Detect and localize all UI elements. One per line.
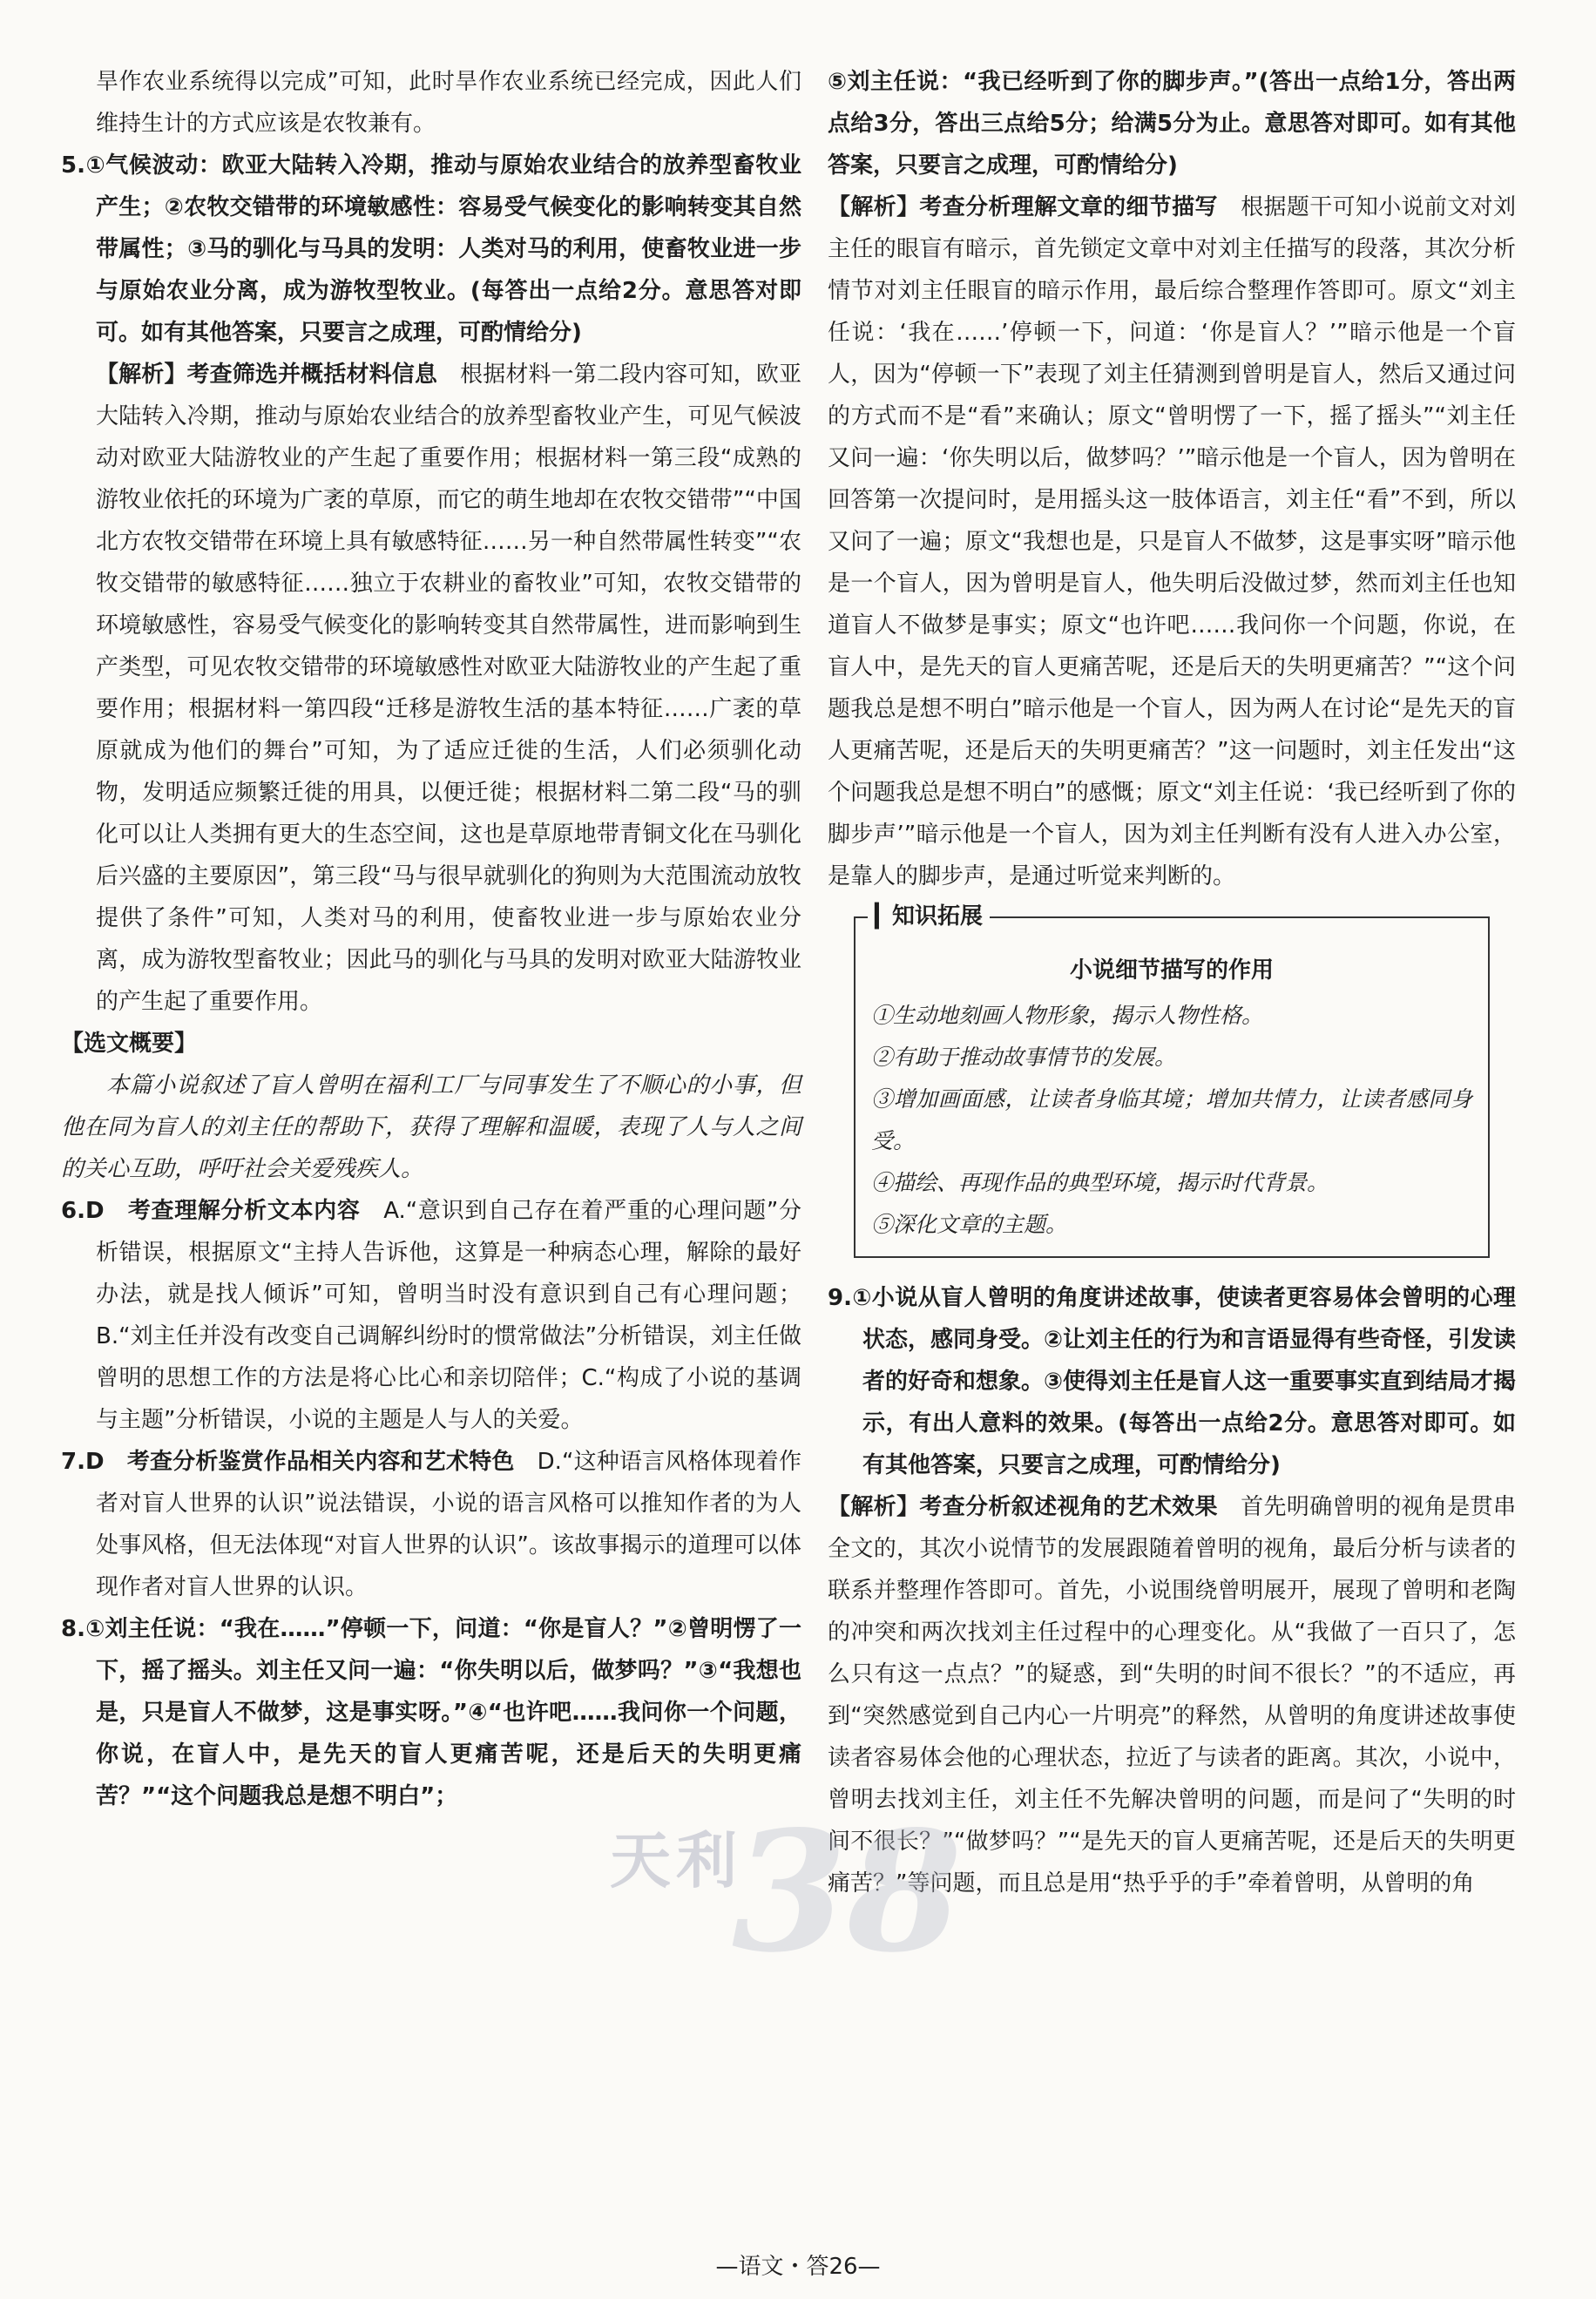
watermark-number: 38: [732, 1795, 963, 1989]
analysis-text: 首先明确曾明的视角是贯串全文的，其次小说情节的发展跟随着曾明的视角，最后分析与读者的联系并整理作答即可。首先，小说围绕曾明展开，展现了曾明和老陶的冲突和两次找刘主任过程中的心理变化。从“我做了一百只了，怎么只有这一点点？”的疑惑，到“失明的时间不很长？”的不适应，再到“突然感觉到自己内心一片明亮”的释然，从曾明的角度讲述故事使读者容易体会他的心理状态，拉近了与读者的距离。其次，小说中，曾明去找刘主任，刘主任不先解决曾明的问题，而是问了“失明的时间不很长？”“做梦吗？”“是先天的盲人更痛苦呢，还是后天的失明更痛苦？”等问题，而且总是用“热乎乎的手”牵着曾明，从曾明的角: [828, 1494, 1516, 1897]
answer-q6: [61, 1190, 801, 1441]
answer-q7: [61, 1441, 801, 1608]
page-footer: —语文・答26—: [715, 2254, 881, 2280]
answer-q8-continued: ⑤刘主任说：“我已经听到了你的脚步声。”(答出一点给1分，答出两点给3分，答出三点给5分；给满5分为止。意思答对即可。如有其他答案，只要言之成理，可酌情给分): [828, 69, 1516, 179]
knowledge-box-tag: ▎知识拓展: [868, 901, 990, 932]
knowledge-item: ③增加画面感，让读者身临其境；增加共情力，让读者感同身受。: [871, 1086, 1472, 1153]
knowledge-item: ④描绘、再现作品的典型环境，揭示时代背景。: [871, 1170, 1329, 1195]
analysis-text: 根据题干可知小说前文对刘主任的眼盲有暗示，首先锁定文章中对刘主任描写的段落，其次分析情节对刘主任眼盲的暗示作用，最后综合整理作答即可。原文“刘主任说：‘我在……’停顿一下，问道：‘你是盲人？’”暗示他是一个盲人，因为“停顿一下”表现了刘主任猜测到曾明是盲人，然后又通过问的方式而不是“看”来确认；原文“曾明愣了一下，摇了摇头”“刘主任又问一遍：‘你失明以后，做梦吗？’”暗示他是一个盲人，因为曾明在回答第一次提问时，是用摇头这一肢体语言，刘主任“看”不到，所以又问了一遍；原文“我想也是，只是盲人不做梦，这是事实呀”暗示他是一个盲人，因为曾明是盲人，他失明后没做过梦，然而刘主任也知道盲人不做梦是事实；原文“也许吧……我问你一个问题，你说，在盲人中，是先天的盲人更痛苦呢，还是后天的失明更痛苦？”“这个问题我总是想不明白”暗示他是一个盲人，因为两人在讨论“是先天的盲人更痛苦呢，还是后天的失明更痛苦？”这一问题时，刘主任发出“这个问题我总是想不明白”的感慨；原文“刘主任说：‘我已经听到了你的脚步声’”暗示他是一个盲人，因为刘主任判断有没有人进入办公室，是靠人的脚步声，是通过听觉来判断的。: [828, 194, 1516, 889]
answer-q5: 5.①气候波动：欧亚大陆转入冷期，推动与原始农业结合的放养型畜牧业产生；②农牧交错带的环境敏感性：容易受气候变化的影响转变其自然带属性；③马的驯化与马具的发明：人类对马的利用，使畜牧业进一步与原始农业分离，成为游牧型牧业。(每答出一点给2分。意思答对即可。如有其他答案，只要言之成理，可酌情给分): [61, 152, 801, 346]
summary-heading: 【选文概要】: [61, 1031, 198, 1057]
answer-q8: 8.①刘主任说：“我在……”停顿一下，问道：“你是盲人？”②曾明愣了一下，摇了摇头。刘主任又问一遍：“你失明以后，做梦吗？”③“我想也是，只是盲人不做梦，这是事实呀。”④“也许吧……我问你一个问题，你说，在盲人中，是先天的盲人更痛苦呢，还是后天的失明更痛苦？”“这个问题我总是想不明白”；: [61, 1616, 801, 1809]
analysis-q5: [61, 354, 801, 1023]
knowledge-box: [854, 903, 1490, 1258]
answer-q9: 9.①小说从盲人曾明的角度讲述故事，使读者更容易体会曾明的心理状态，感同身受。②让刘主任的行为和言语显得有些奇怪，引发读者的好奇和想象。③使得刘主任是盲人这一重要事实直到结局才揭示，有出人意料的效果。(每答出一点给2分。意思答对即可。如有其他答案，只要言之成理，可酌情给分): [828, 1285, 1517, 1478]
knowledge-item: ①生动地刻画人物形象，揭示人物性格。: [871, 1003, 1264, 1028]
q6-body: A.“意识到自己存在着严重的心理问题”分析错误，根据原文“主持人告诉他，这算是一种病态心理，解除的最好办法，就是找人倾诉”可知，曾明当时没有意识到自己有心理问题；B.“刘主任并没有改变自己调解纠纷时的惯常做法”分析错误，刘主任做曾明的思想工作的方法是将心比心和亲切陪伴；C.“构成了小说的基调与主题”分析错误，小说的主题是人与人的关爱。: [96, 1198, 801, 1433]
watermark-text: 天利: [610, 1824, 742, 1897]
analysis-tag: 【解析】考查筛选并概括材料信息: [96, 362, 437, 388]
knowledge-item: ⑤深化文章的主题。: [871, 1212, 1068, 1237]
summary-text: 本篇小说叙述了盲人曾明在福利工厂与同事发生了不顺心的小事，但他在同为盲人的刘主任的帮助下，获得了理解和温暖，表现了人与人之间的关心互助，呼吁社会关爱残疾人。: [61, 1072, 801, 1182]
analysis-tag: 【解析】考查分析理解文章的细节描写: [828, 194, 1218, 220]
analysis-text: 根据材料一第二段内容可知，欧亚大陆转入冷期，推动与原始农业结合的放养型畜牧业产生，可见气候波动对欧亚大陆游牧业的产生起了重要作用；根据材料一第三段“成熟的游牧业依托的环境为广袤的草原，而它的萌生地却在农牧交错带”“中国北方农牧交错带在环境上具有敏感特征……另一种自然带属性转变”“农牧交错带的敏感特征……独立于农耕业的畜牧业”可知，农牧交错带的环境敏感性，容易受气候变化的影响转变其自然带属性，进而影响到生产类型，可见农牧交错带的环境敏感性对欧亚大陆游牧业的产生起了重要作用；根据材料一第四段“迁移是游牧生活的基本特征……广袤的草原就成为他们的舞台”可知，为了适应迁徙的生活，人们必须驯化动物，发明适应频繁迁徙的用具，以便迁徙；根据材料二第二段“马的驯化可以让人类拥有更大的生态空间，这也是草原地带青铜文化在马驯化后兴盛的主要原因”，第三段“马与很早就驯化的狗则为大范围流动放牧提供了条件”可知，人类对马的利用，使畜牧业进一步与原始农业分离，成为游牧型畜牧业；因此马的驯化与马具的发明对欧亚大陆游牧业的产生起了重要作用。: [96, 362, 801, 1015]
left-column: [61, 61, 801, 1817]
paragraph-continued: 旱作农业系统得以完成”可知，此时旱作农业系统已经完成，因此人们维持生计的方式应该是农牧兼有。: [96, 69, 801, 137]
analysis-q9: [828, 1486, 1516, 1904]
analysis-tag: 【解析】考查分析叙述视角的艺术效果: [828, 1494, 1218, 1520]
q7-head: 7.D 考查分析鉴赏作品相关内容和艺术特色: [61, 1449, 515, 1475]
q7-body: D.“这种语言风格体现着作者对盲人世界的认识”说法错误，小说的语言风格可以推知作者的为人处事风格，但无法体现“对盲人世界的认识”。该故事揭示的道理可以体现作者对盲人世界的认识。: [96, 1449, 801, 1600]
right-column: [828, 61, 1516, 1904]
analysis-q8: [828, 186, 1516, 897]
knowledge-item: ②有助于推动故事情节的发展。: [871, 1045, 1177, 1070]
q6-head: 6.D 考查理解分析文本内容: [61, 1198, 361, 1224]
knowledge-box-title: 小说细节描写的作用: [1069, 957, 1274, 984]
